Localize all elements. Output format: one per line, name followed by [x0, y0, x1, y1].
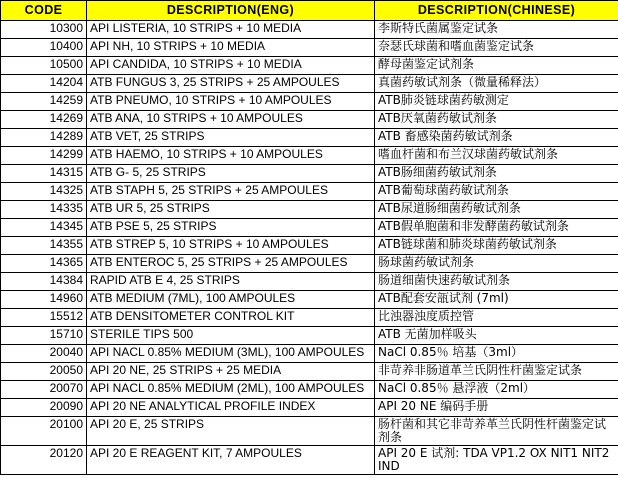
column-header-code: CODE	[1, 1, 87, 21]
cell-description-eng: ATB STREP 5, 10 STRIPS + 10 AMPOULES	[87, 237, 375, 255]
cell-description-chinese: 李斯特氏菌属鉴定试条	[375, 21, 618, 39]
column-header-description-eng: DESCRIPTION(ENG)	[87, 1, 375, 21]
table-row	[1, 165, 618, 183]
table-row	[1, 446, 618, 475]
table-row	[1, 417, 618, 446]
cell-description-eng: STERILE TIPS 500	[87, 327, 375, 345]
cell-description-chinese: 肠杆菌和其它非苛养革兰氏阴性杆菌鉴定试剂条	[375, 417, 618, 446]
table-row	[1, 255, 618, 273]
cell-description-eng: API LISTERIA, 10 STRIPS + 10 MEDIA	[87, 21, 375, 39]
cell-description-eng: ATB G- 5, 25 STRIPS	[87, 165, 375, 183]
table-row	[1, 93, 618, 111]
cell-description-eng: API CANDIDA, 10 STRIPS + 10 MEDIA	[87, 57, 375, 75]
cell-description-eng: API 20 E, 25 STRIPS	[87, 417, 375, 446]
table-row	[1, 75, 618, 93]
cell-description-eng: ATB UR 5, 25 STRIPS	[87, 201, 375, 219]
cell-code: 14384	[1, 273, 87, 291]
cell-code: 14299	[1, 147, 87, 165]
cell-description-eng: ATB PNEUMO, 10 STRIPS + 10 AMPOULES	[87, 93, 375, 111]
cell-description-eng: ATB FUNGUS 3, 25 STRIPS + 25 AMPOULES	[87, 75, 375, 93]
table-row	[1, 291, 618, 309]
cell-description-chinese: API 20 NE 编码手册	[375, 399, 618, 417]
cell-description-eng: API 20 NE, 25 STRIPS + 25 MEDIA	[87, 363, 375, 381]
cell-code: 20050	[1, 363, 87, 381]
cell-description-chinese: ATB配套安瓿试剂 (7ml)	[375, 291, 618, 309]
cell-description-chinese: ATB 畜感染菌药敏试剂条	[375, 129, 618, 147]
cell-description-chinese: 比浊器浊度质控管	[375, 309, 618, 327]
cell-description-chinese: 真菌药敏试剂条（微量稀释法）	[375, 75, 618, 93]
cell-code: 14289	[1, 129, 87, 147]
cell-description-eng: ATB MEDIUM (7ML), 100 AMPOULES	[87, 291, 375, 309]
cell-code: 14269	[1, 111, 87, 129]
cell-description-eng: ATB HAEMO, 10 STRIPS + 10 AMPOULES	[87, 147, 375, 165]
cell-description-chinese: ATB厌氧菌药敏试剂条	[375, 111, 618, 129]
cell-description-chinese: ATB 无菌加样吸头	[375, 327, 618, 345]
cell-code: 10400	[1, 39, 87, 57]
cell-code: 14325	[1, 183, 87, 201]
table-body	[1, 21, 618, 475]
cell-code: 14259	[1, 93, 87, 111]
cell-code: 20120	[1, 446, 87, 475]
table-row	[1, 201, 618, 219]
table-row	[1, 129, 618, 147]
cell-description-chinese: 嗜血杆菌和布兰汉球菌药敏试剂条	[375, 147, 618, 165]
cell-description-chinese: ATB肺炎链球菌药敏测定	[375, 93, 618, 111]
table-row	[1, 57, 618, 75]
table-row	[1, 327, 618, 345]
cell-description-chinese: 肠球菌药敏试剂条	[375, 255, 618, 273]
cell-code: 14315	[1, 165, 87, 183]
cell-description-eng: API NACL 0.85% MEDIUM (3ML), 100 AMPOULES	[87, 345, 375, 363]
cell-description-eng: ATB VET, 25 STRIPS	[87, 129, 375, 147]
cell-description-chinese: ATB假单胞菌和非发酵菌药敏试剂条	[375, 219, 618, 237]
cell-description-eng: ATB DENSITOMETER CONTROL KIT	[87, 309, 375, 327]
table-row	[1, 237, 618, 255]
cell-code: 14960	[1, 291, 87, 309]
cell-description-eng: ATB PSE 5, 25 STRIPS	[87, 219, 375, 237]
cell-description-eng: API 20 NE ANALYTICAL PROFILE INDEX	[87, 399, 375, 417]
table-header-row	[1, 1, 618, 21]
table-row	[1, 39, 618, 57]
cell-description-chinese: ATB尿道肠细菌药敏试剂条	[375, 201, 618, 219]
table-row	[1, 363, 618, 381]
cell-description-eng: RAPID ATB E 4, 25 STRIPS	[87, 273, 375, 291]
cell-code: 10300	[1, 21, 87, 39]
cell-code: 15710	[1, 327, 87, 345]
table-row	[1, 273, 618, 291]
cell-description-chinese: NaCl 0.85％ 培基（3ml）	[375, 345, 618, 363]
cell-code: 14355	[1, 237, 87, 255]
cell-description-chinese: 奈瑟氏球菌和嗜血菌鉴定试条	[375, 39, 618, 57]
cell-description-chinese: ATB链球菌和肺炎球菌药敏试剂条	[375, 237, 618, 255]
table-row	[1, 345, 618, 363]
cell-description-eng: API NH, 10 STRIPS + 10 MEDIA	[87, 39, 375, 57]
table-header	[1, 1, 618, 21]
table-row	[1, 147, 618, 165]
cell-code: 14345	[1, 219, 87, 237]
cell-code: 10500	[1, 57, 87, 75]
cell-description-chinese: NaCl 0.85％ 悬浮液（2ml）	[375, 381, 618, 399]
cell-description-chinese: API 20 E 试剂: TDA VP1.2 OX NIT1 NIT2 IND	[375, 446, 618, 475]
cell-code: 20090	[1, 399, 87, 417]
column-header-description-chinese: DESCRIPTION(CHINESE)	[375, 1, 618, 21]
cell-description-chinese: 肠道细菌快速药敏试剂条	[375, 273, 618, 291]
table-row	[1, 183, 618, 201]
cell-description-chinese: ATB肠细菌药敏试剂条	[375, 165, 618, 183]
table-row	[1, 381, 618, 399]
cell-description-chinese: 酵母菌鉴定试剂条	[375, 57, 618, 75]
cell-code: 14365	[1, 255, 87, 273]
table-row	[1, 111, 618, 129]
cell-code: 20070	[1, 381, 87, 399]
cell-code: 20100	[1, 417, 87, 446]
table-row	[1, 399, 618, 417]
cell-code: 20040	[1, 345, 87, 363]
cell-description-chinese: 非苛养非肠道革兰氏阴性杆菌鉴定试条	[375, 363, 618, 381]
cell-description-eng: API 20 E REAGENT KIT, 7 AMPOULES	[87, 446, 375, 475]
table-row	[1, 309, 618, 327]
cell-description-eng: ATB ANA, 10 STRIPS + 10 AMPOULES	[87, 111, 375, 129]
table-row	[1, 21, 618, 39]
cell-description-eng: ATB ENTEROC 5, 25 STRIPS + 25 AMPOULES	[87, 255, 375, 273]
cell-code: 14204	[1, 75, 87, 93]
cell-description-eng: API NACL 0.85% MEDIUM (2ML), 100 AMPOULES	[87, 381, 375, 399]
cell-code: 15512	[1, 309, 87, 327]
cell-description-chinese: ATB葡萄球菌药敏试剂条	[375, 183, 618, 201]
cell-code: 14335	[1, 201, 87, 219]
table-row	[1, 219, 618, 237]
cell-description-eng: ATB STAPH 5, 25 STRIPS + 25 AMPOULES	[87, 183, 375, 201]
